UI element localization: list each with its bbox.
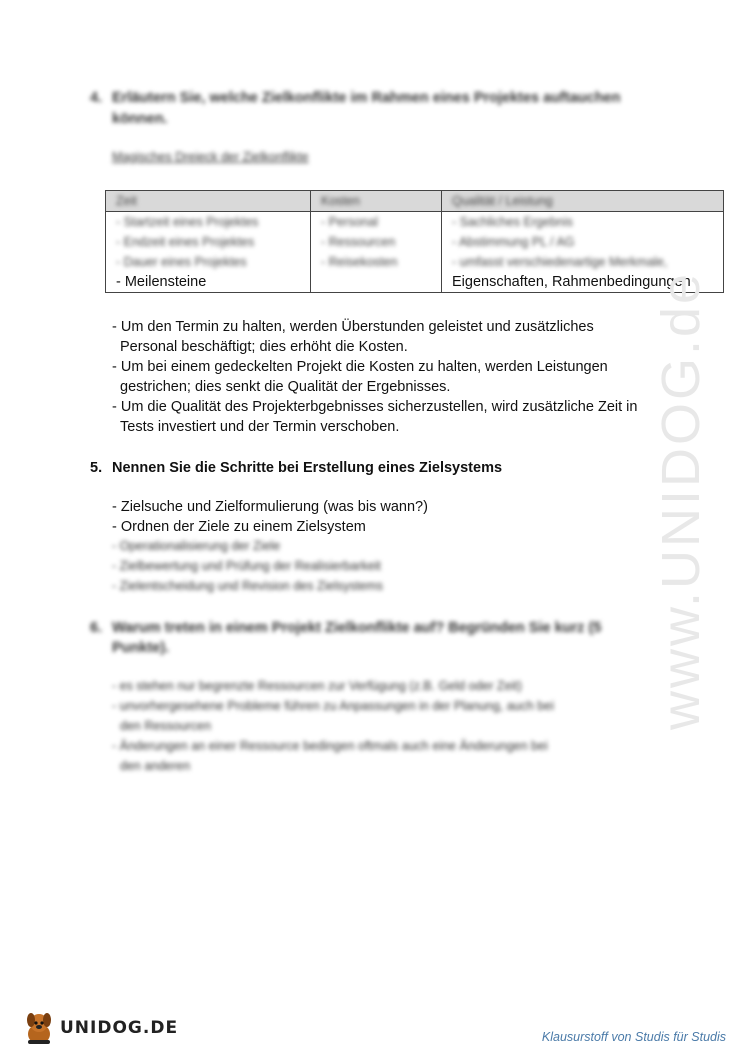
watermark: www.UNIDOG.de [651, 270, 711, 730]
question-5-number: 5. [90, 460, 103, 476]
table-header-cell: Kosten [311, 191, 442, 212]
question-4-number: 4. [90, 90, 103, 106]
question-6-text-line2: Punkte). [112, 640, 170, 656]
q4-bullet: - Um die Qualität des Projekterbgebnisses sicherzustellen, wird zusätzliche Zeit in [112, 399, 638, 415]
footer-tagline: Klausurstoff von Studis für Studis [541, 1030, 726, 1044]
question-6-text-line1: Warum treten in einem Projekt Zielkonflikte auf? Begründen Sie kurz (5 [112, 620, 602, 636]
question-6-number: 6. [90, 620, 103, 636]
question-4-heading [90, 90, 620, 106]
q6-bullet: - unvorhergesehene Probleme führen zu Anpassungen in der Planung, auch bei [112, 699, 554, 713]
q4-bullet: Personal beschäftigt; dies erhöht die Kosten. [120, 339, 408, 355]
table-cell-kosten: - Personal - Ressourcen - Reisekosten [311, 212, 442, 293]
q5-bullet: - Zielentscheidung und Revision des Zielsystems [112, 579, 383, 593]
table-header-cell: Qualität / Leistung [442, 191, 724, 212]
q5-bullet: - Zielbewertung und Prüfung der Realisierbarkeit [112, 559, 381, 573]
question-5-text: Nennen Sie die Schritte bei Erstellung eines Zielsystems [112, 460, 503, 476]
question-6-heading [90, 620, 601, 636]
q4-bullet: Tests investiert und der Termin verschoben. [120, 419, 400, 435]
table-cell-zeit: - Startzeit eines Projektes - Endzeit eines Projektes - Dauer eines Projektes - Meilensteine [106, 212, 311, 293]
question-4-subtitle: Magisches Dreieck der Zielkonflikte [112, 150, 309, 164]
table-cell-qualitaet: - Sachliches Ergebnis - Abstimmung PL / AG - umfasst verschiedenartige Merkmale, Eigenschaften, Rahmenbedingungen [442, 212, 724, 293]
q4-bullet: - Um bei einem gedeckelten Projekt die Kosten zu halten, werden Leistungen [112, 359, 608, 375]
q6-bullet: - es stehen nur begrenzte Ressourcen zur Verfügung (z.B. Geld oder Zeit) [112, 679, 522, 693]
dog-mascot-icon [22, 1010, 56, 1046]
table-row [106, 212, 724, 293]
q5-bullet: - Zielsuche und Zielformulierung (was bis wann?) [112, 499, 428, 515]
q4-bullet: gestrichen; dies senkt die Qualität der Ergebnisses. [120, 379, 451, 395]
q6-bullet: den anderen [120, 759, 191, 773]
q5-bullet: - Ordnen der Ziele zu einem Zielsystem [112, 519, 366, 535]
table-header-row [106, 191, 724, 212]
goal-conflict-table [105, 190, 724, 293]
q5-bullet: - Operationalisierung der Ziele [112, 539, 281, 553]
logo-text: UNIDOG.DE [60, 1018, 179, 1038]
q6-bullet: - Änderungen an einer Ressource bedingen oftmals auch eine Änderungen bei [112, 739, 548, 753]
table-header-cell: Zeit [106, 191, 311, 212]
unidog-logo [22, 1010, 178, 1046]
q6-bullet: den Ressourcen [120, 719, 212, 733]
question-4-text-line1: Erläutern Sie, welche Zielkonflikte im Rahmen eines Projektes auftauchen [112, 90, 621, 106]
q4-bullet: - Um den Termin zu halten, werden Überstunden geleistet und zusätzliches [112, 319, 594, 335]
question-5-heading [90, 460, 502, 476]
question-4-text-line2: können. [112, 111, 168, 127]
